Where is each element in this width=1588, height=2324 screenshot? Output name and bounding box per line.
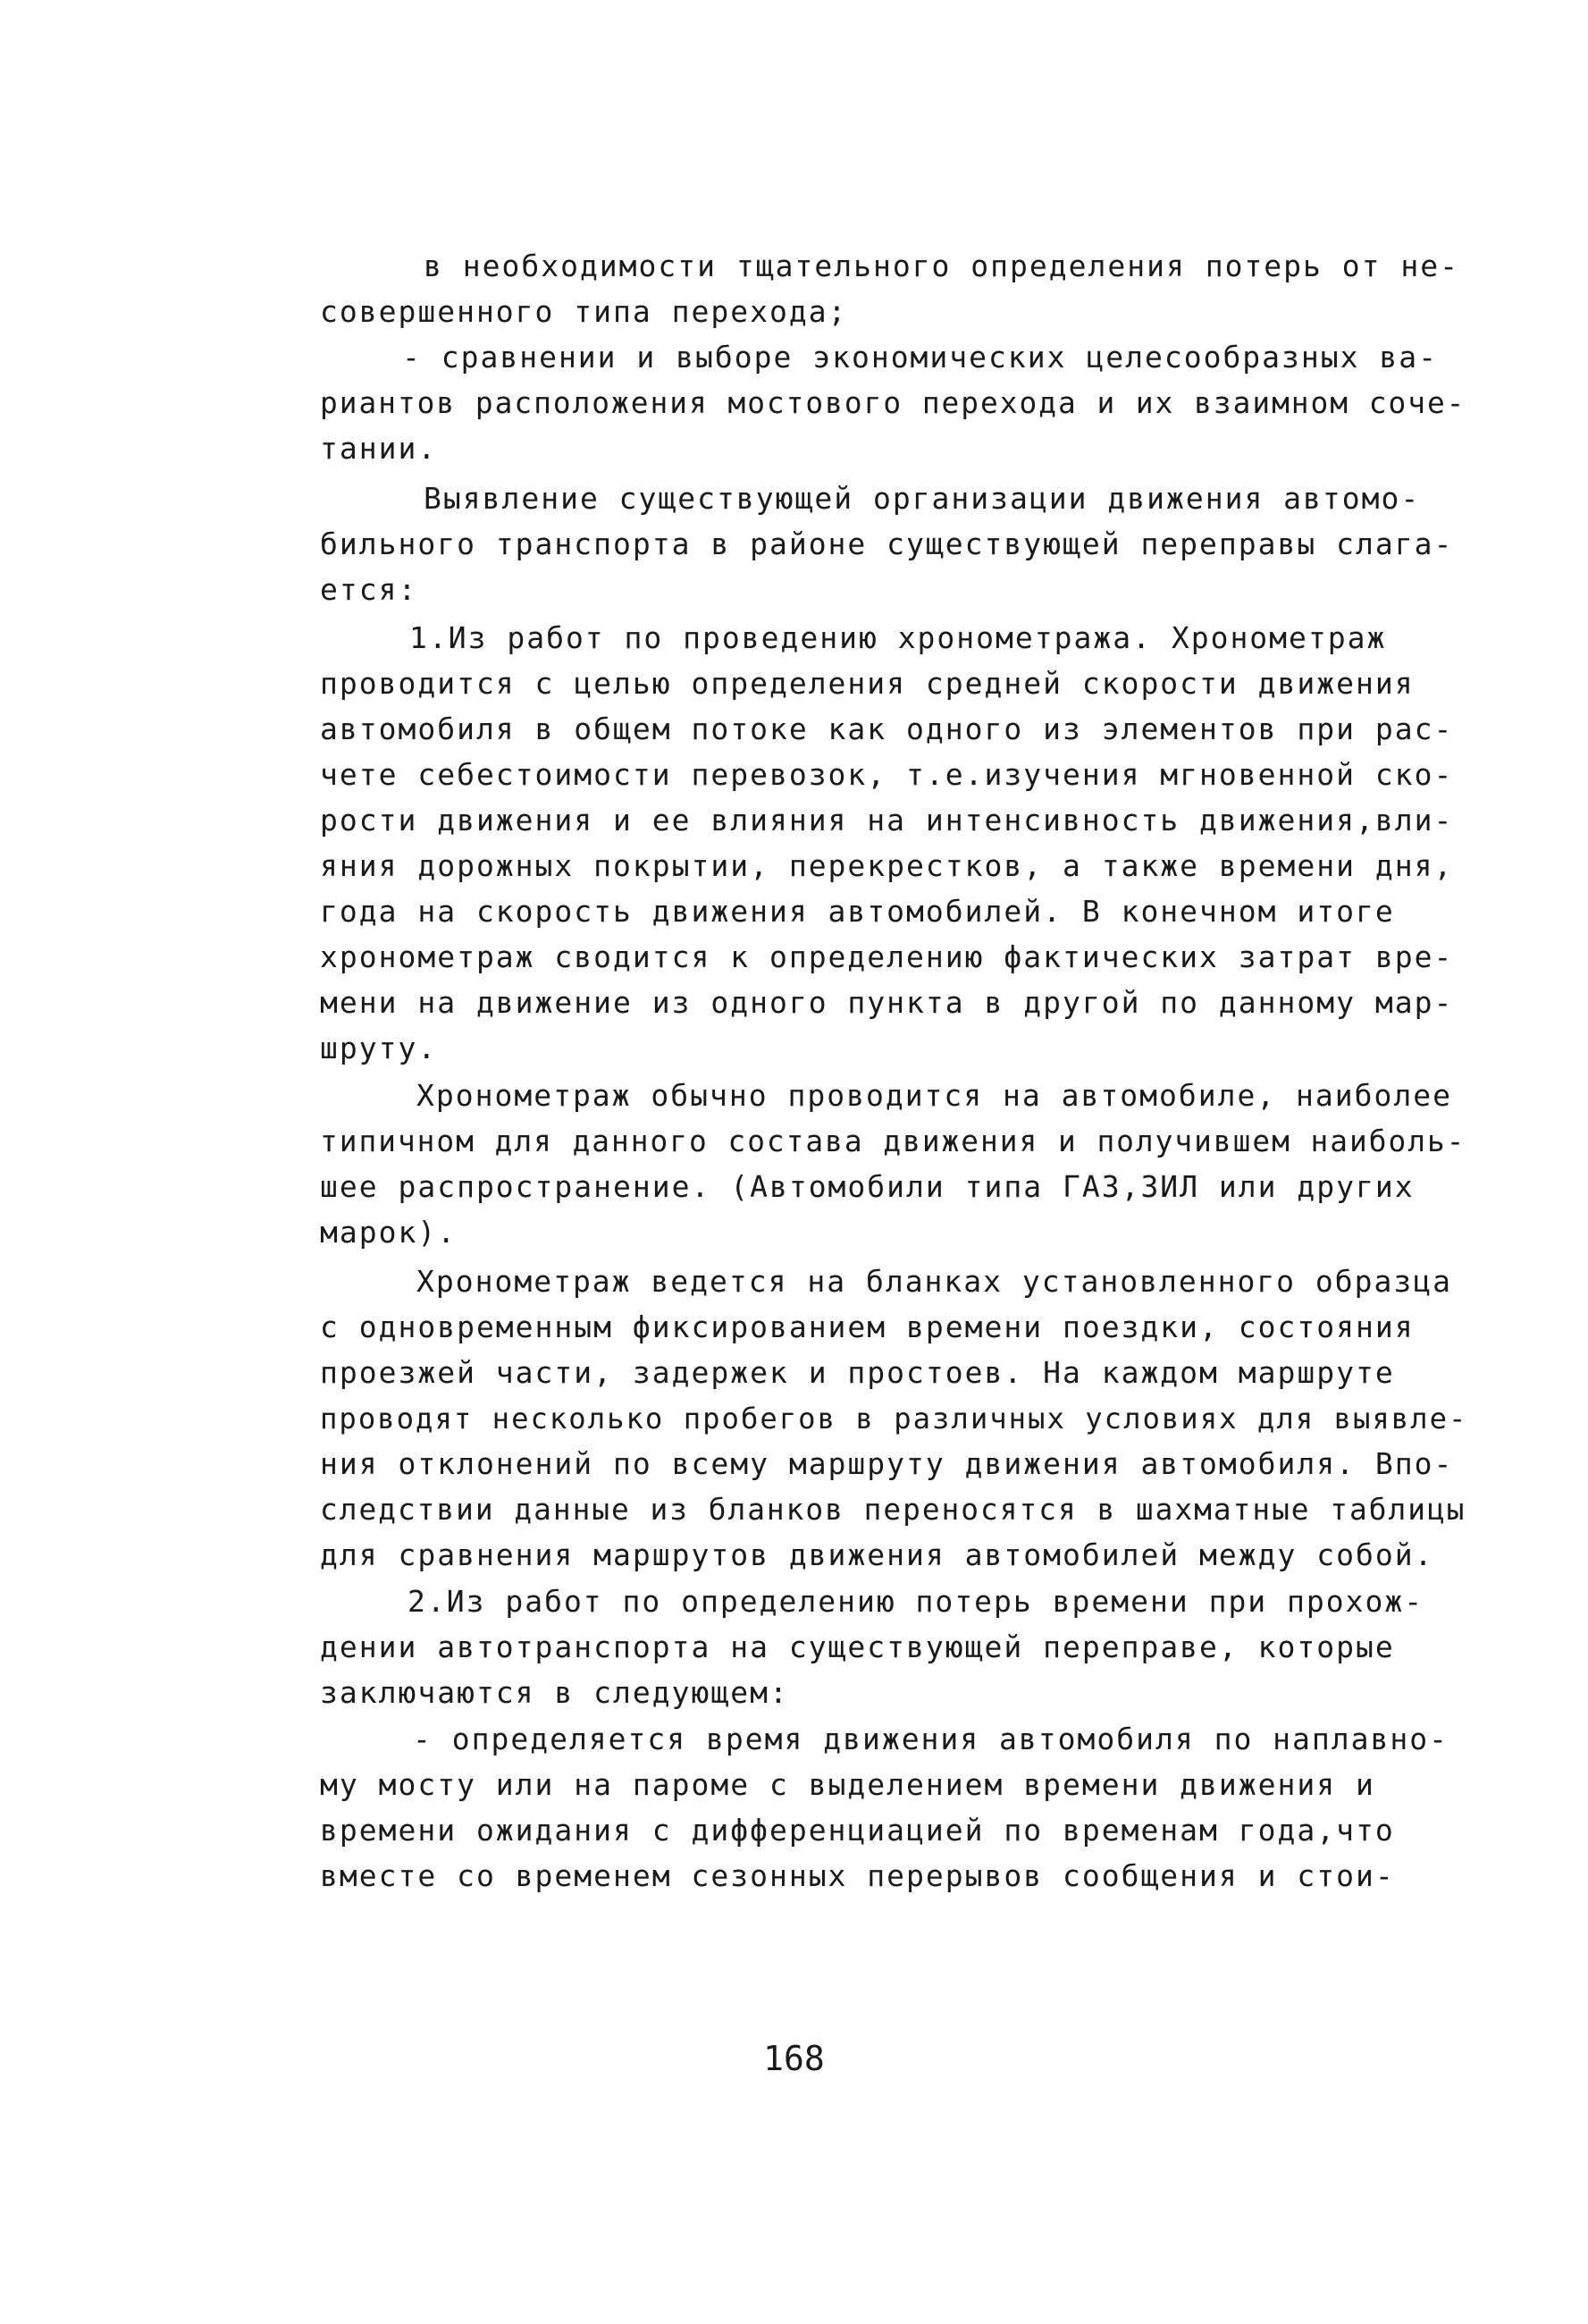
text-line: хронометраж сводится к определению фактических затрат вре-: [320, 939, 1454, 974]
text-line: Хронометраж обычно проводится на автомобиле, наиболее: [416, 1078, 1452, 1113]
text-line: шруту.: [320, 1031, 438, 1065]
text-line: года на скорость движения автомобилей. В конечном итоге: [320, 894, 1395, 929]
text-line: времени ожидания с дифференциацией по временам года,что: [320, 1813, 1395, 1848]
text-line: дении автотранспорта на существующей переправе, которые: [320, 1629, 1395, 1664]
text-line: марок).: [320, 1215, 458, 1250]
text-line: - сравнении и выборе экономических целесообразных ва-: [402, 340, 1438, 375]
text-line: для сравнения маршрутов движения автомобилей между собой.: [320, 1537, 1434, 1572]
text-line: мени на движение из одного пункта в другой по данному мар-: [320, 985, 1454, 1020]
text-line: рости движения и ее влияния на интенсивность движения,вли-: [320, 803, 1454, 838]
text-line: вместе со временем сезонных перерывов сообщения и стои-: [320, 1858, 1395, 1893]
text-line: типичном для данного состава движения и получившем наиболь-: [320, 1124, 1466, 1158]
text-line: ется:: [320, 572, 418, 607]
text-line: 1.Из работ по проведению хронометража. Хронометраж: [409, 620, 1387, 655]
text-line: му мосту или на пароме с выделением времени движения и: [320, 1767, 1375, 1802]
text-line: тании.: [320, 431, 438, 466]
text-line: риантов расположения мостового перехода и их взаимном соче-: [320, 386, 1466, 420]
text-line: в необходимости тщательного определения потерь от не-: [424, 248, 1459, 283]
text-line: Выявление существующей организации движения автомо-: [424, 481, 1421, 516]
text-line: с одновременным фиксированием времени поездки, состояния: [320, 1309, 1415, 1344]
text-line: совершенного типа перехода;: [320, 294, 848, 329]
page-number: 168: [763, 2039, 825, 2078]
text-line: - определяется время движения автомобиля по наплавно-: [413, 1722, 1449, 1756]
text-line: Хронометраж ведется на бланках установленного образца: [416, 1264, 1452, 1299]
text-line: следствии данные из бланков переносятся в шахматные таблицы: [320, 1493, 1466, 1527]
text-line: бильного транспорта в районе существующей переправы слага-: [320, 526, 1454, 561]
text-line: 2.Из работ по определению потерь времени при прохож-: [408, 1584, 1424, 1619]
text-line: шее распространение. (Автомобили типа ГАЗ,ЗИЛ или других: [320, 1169, 1415, 1204]
text-line: заключаются в следующем:: [320, 1675, 789, 1710]
text-line: чете себестоимости перевозок, т.е.изучения мгновенной ско-: [320, 757, 1454, 792]
text-line: яния дорожных покрытии, перекрестков, а также времени дня,: [320, 848, 1454, 883]
text-line: автомобиля в общем потоке как одного из элементов при рас-: [320, 712, 1454, 746]
text-line: проводится с целью определения средней скорости движения: [320, 666, 1415, 701]
text-line: ния отклонений по всему маршруту движения автомобиля. Впо-: [320, 1446, 1454, 1481]
text-line: проезжей части, задержек и простоев. На каждом маршруте: [320, 1355, 1395, 1390]
text-line: проводят несколько пробегов в различных условиях для выявле-: [320, 1402, 1468, 1436]
